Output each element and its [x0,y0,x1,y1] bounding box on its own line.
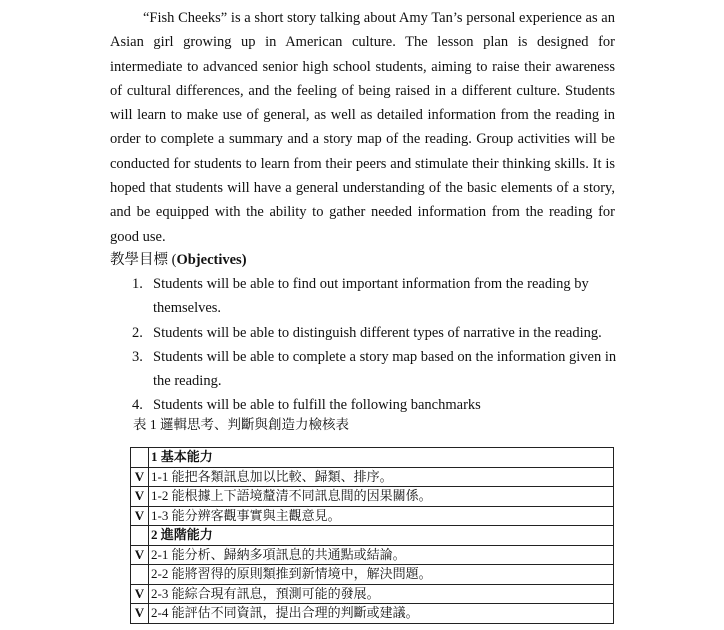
objective-item [110,321,620,345]
table-row-section [131,526,614,546]
table-row [131,506,614,526]
benchmark-text: 1-3 能分辨客觀事實與主觀意見。 [149,506,614,526]
benchmark-text: 2-1 能分析、歸納多項訊息的共通點或結論。 [149,545,614,565]
objective-item [110,272,620,321]
table-caption: 表 1 邏輯思考、判斷與創造力檢核表 [133,417,349,432]
benchmark-text: 2-4 能評估不同資訊，提出合理的判斷或建議。 [149,604,614,624]
table-row [131,604,614,624]
objective-text: Students will be able to find out important information from the reading by themselves. [153,276,589,317]
section-title: 2 進階能力 [149,526,614,546]
benchmark-text: 2-3 能綜合現有訊息，預測可能的發展。 [149,584,614,604]
section-title: 1 基本能力 [149,448,614,468]
objective-number: 4. [132,397,143,414]
intro-paragraph [110,6,615,249]
check-cell: V [131,487,149,507]
benchmark-text: 1-2 能根據上下語境釐清不同訊息間的因果關係。 [149,487,614,507]
table-row-section [131,448,614,468]
objectives-heading [110,248,247,269]
objectives-list [110,272,620,418]
objectives-heading-en: Objectives [176,252,242,268]
check-cell [131,448,149,468]
check-cell: V [131,604,149,624]
check-cell [131,565,149,585]
table-row [131,584,614,604]
check-cell: V [131,467,149,487]
objective-number: 3. [132,348,143,365]
benchmark-text: 2-2 能將習得的原則類推到新情境中，解決問題。 [149,565,614,585]
objective-number: 1. [132,276,143,292]
table-row [131,487,614,507]
intro-text: “Fish Cheeks” is a short story talking about Amy Tan’s personal experience as an Asian girl growing up in American culture. The lesson plan is designed for intermediate to advanced senior high school students, aiming to raise their awareness of cultural differences, and the feeling of being raised in a different culture. Students will learn to make use of general, as well as detailed information from the reading in order to complete a summary and a story map of the reading. Group activities will be conducted for students to learn from their peers and stimulate their thinking skills. It is hoped that students will have a general understanding of the basic elements of a story, and be equipped with the ability to gather needed information from the reading for good use. [110,10,615,245]
check-cell: V [131,584,149,604]
objectives-heading-zh: 教學目標 ( [110,252,177,268]
benchmark-text: 1-1 能把各類訊息加以比較、歸類、排序。 [149,467,614,487]
table-row [131,565,614,585]
objective-text: Students will be able to fulfill the following banchmarks [153,397,481,414]
objective-item [110,345,620,394]
check-cell: V [131,545,149,565]
objective-text: Students will be able to distinguish different types of narrative in the reading. [153,324,602,341]
table-row [131,467,614,487]
table-row [131,545,614,565]
check-cell: V [131,506,149,526]
benchmark-table [130,447,614,624]
objectives-heading-close: ) [241,252,247,268]
check-cell [131,526,149,546]
objective-text: Students will be able to complete a story map based on the information given in the reading. [153,348,617,390]
objective-number: 2. [132,324,143,341]
